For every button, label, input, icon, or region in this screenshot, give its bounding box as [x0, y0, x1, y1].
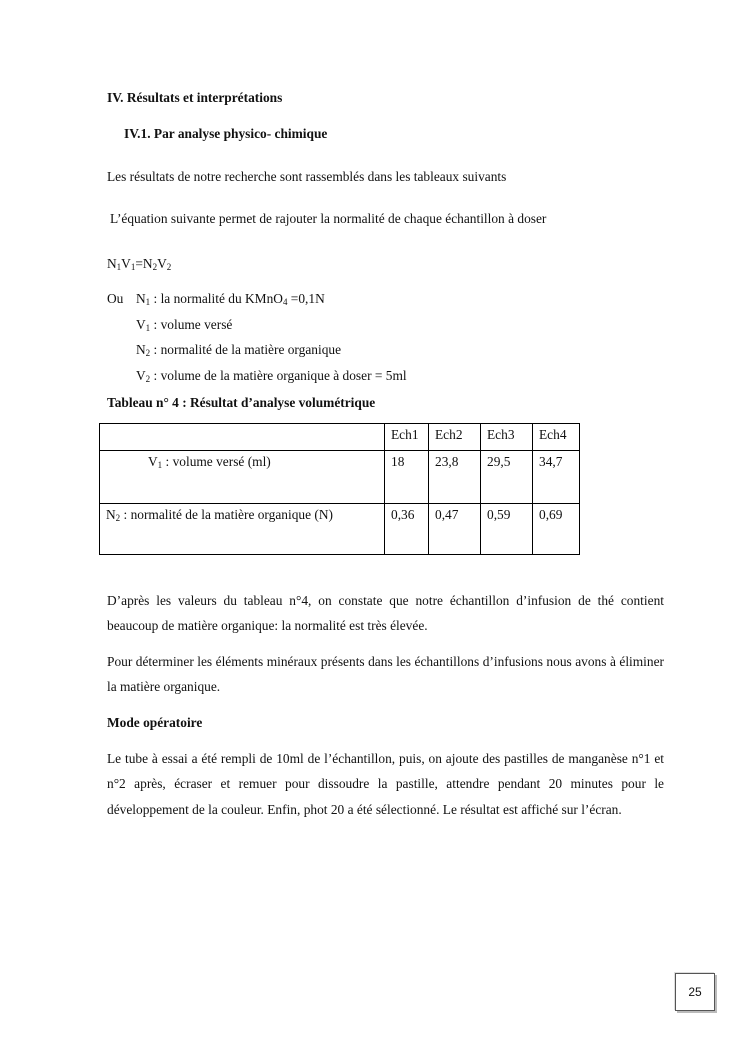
cell-n2-ech1: 0,36 [385, 504, 429, 555]
header-empty-cell [100, 424, 385, 451]
definitions-prefix: Ou [107, 291, 124, 306]
paragraph-interpretation: D’après les valeurs du tableau n°4, on constate que notre échantillon d’infusion de thé contient beaucoup de matière organique: la normalité est très élevée. [107, 593, 664, 634]
definition-n1: $N_1$ : la normalité du KMnO$_4$ =0,1N [136, 291, 325, 307]
definition-v1: $V_1$ : volume versé [136, 317, 233, 333]
table-row-n2 [100, 504, 580, 555]
subsection-title: IV.1. Par analyse physico- chimique [124, 126, 328, 141]
cell-v1-ech3: 29,5 [481, 451, 533, 504]
table-header-row [100, 424, 580, 451]
cell-n2-ech4: 0,69 [533, 504, 580, 555]
section-title: IV. Résultats et interprétations [107, 90, 283, 105]
mode-operatoire-title: Mode opératoire [107, 715, 203, 730]
header-ech4: Ech4 [533, 424, 580, 451]
cell-n2-ech2: 0,47 [429, 504, 481, 555]
definition-n2: $N_2$ : normalité de la matière organique [136, 342, 342, 358]
table-caption: Tableau n° 4 : Résultat d’analyse volumétrique [107, 395, 376, 410]
row-label-n2: $N_2$ : normalité de la matière organique (N) [100, 504, 385, 555]
header-ech1: Ech1 [385, 424, 429, 451]
results-table [99, 423, 580, 555]
header-ech3: Ech3 [481, 424, 533, 451]
paragraph-procedure: Le tube à essai a été rempli de 10ml de l’échantillon, puis, on ajoute des pastilles de manganèse n°1 et n°2 après, écraser et remuer pour dissoudre la pastille, attendre pendant 20 minutes pour le développement de la couleur. Enfin, phot 20 a été sélectionné. Le résultat est affiché sur l’écran. [107, 751, 664, 817]
equation: $N_1V_1=N_2V_2$ [107, 256, 172, 272]
definition-v2: $V_2$ : volume de la matière organique à doser = 5ml [136, 368, 407, 384]
row-label-v1: $V_1$ : volume versé (ml) [100, 451, 385, 504]
header-ech2: Ech2 [429, 424, 481, 451]
paragraph-mineral-elements: Pour déterminer les éléments minéraux présents dans les échantillons d’infusions nous avons à éliminer la matière organique. [107, 654, 664, 695]
cell-v1-ech1: 18 [385, 451, 429, 504]
intro-text: Les résultats de notre recherche sont rassemblés dans les tableaux suivants [107, 169, 507, 184]
cell-n2-ech3: 0,59 [481, 504, 533, 555]
cell-v1-ech2: 23,8 [429, 451, 481, 504]
cell-v1-ech4: 34,7 [533, 451, 580, 504]
page-number: 25 [675, 973, 715, 1011]
equation-intro: L’équation suivante permet de rajouter la normalité de chaque échantillon à doser [110, 211, 547, 226]
table-row-v1 [100, 451, 580, 504]
